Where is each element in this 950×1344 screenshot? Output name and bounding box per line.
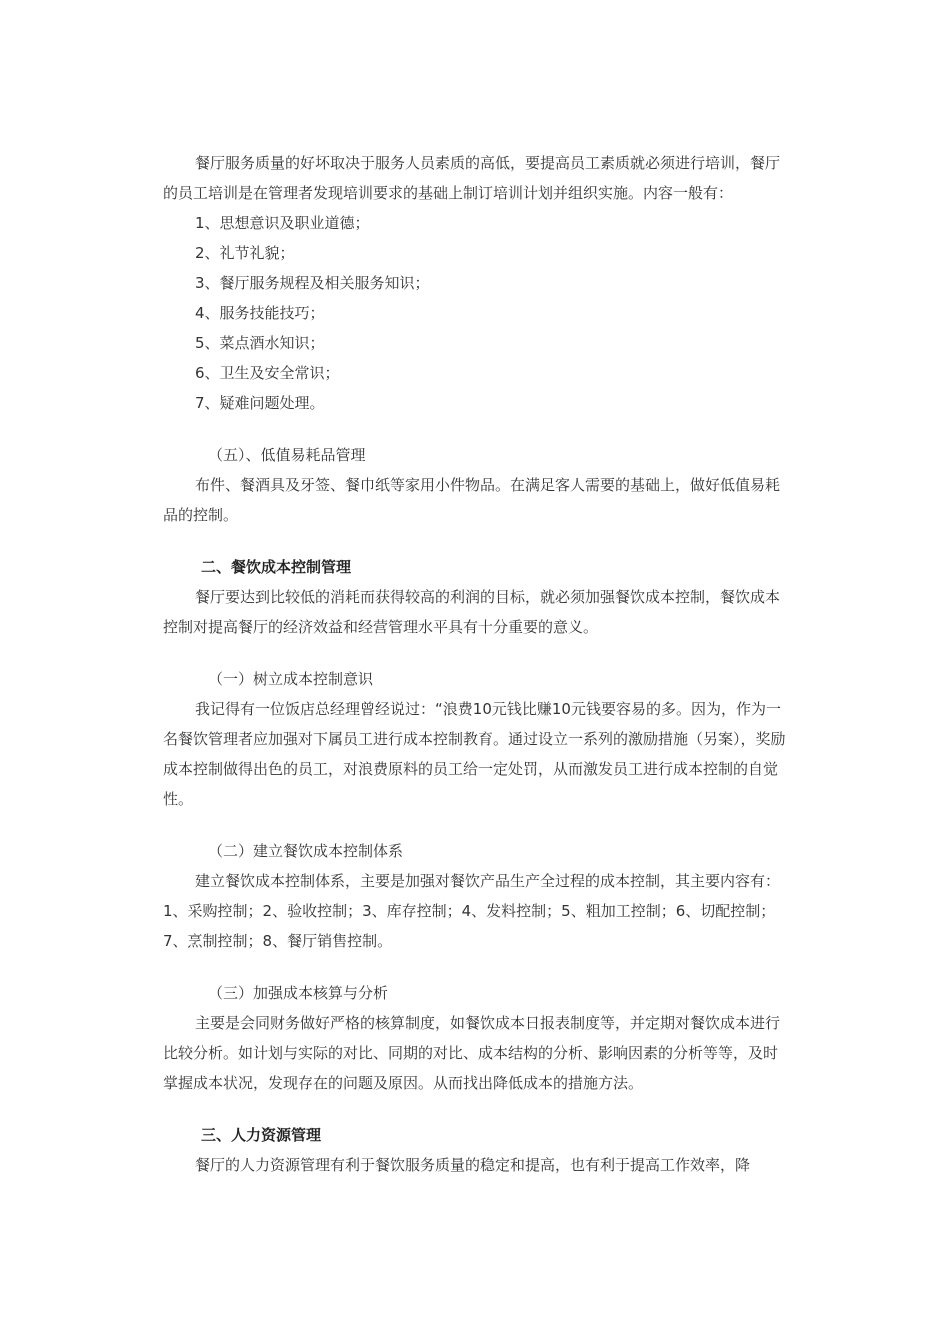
body-cost-analysis: 主要是会同财务做好严格的核算制度，如餐饮成本日报表制度等，并定期对餐饮成本进行比较分析。如计划与实际的对比、同期的对比、成本结构的分析、影响因素的分析等等，及时掌握成本状况，发现存在的问题及原因。从而找出降低成本的措施方法。: [163, 1014, 781, 1092]
subheading-cost-analysis: （三）加强成本核算与分析: [208, 984, 389, 1002]
section-heading-consumables: （五）、低值易耗品管理: [208, 446, 366, 464]
body-cost-control: 餐厅要达到比较低的消耗而获得较高的利润的目标，就必须加强餐饮成本控制，餐饮成本控制对提高餐厅的经济效益和经营管理水平具有十分重要的意义。: [163, 588, 781, 636]
list-item: 1、思想意识及职业道德；: [195, 214, 370, 232]
body-human-resources: 餐厅的人力资源管理有利于餐饮服务质量的稳定和提高，也有利于提高工作效率，降: [195, 1156, 751, 1174]
list-item: 5、菜点酒水知识；: [195, 334, 325, 352]
list-item: 2、礼节礼貌；: [195, 244, 295, 262]
body-cost-system: 建立餐饮成本控制体系，主要是加强对餐饮产品生产全过程的成本控制，其主要内容有：1、采购控制；2、验收控制；3、库存控制；4、发料控制；5、粗加工控制；6、切配控制；7、烹制控制；8、餐厅销售控制。: [163, 872, 781, 950]
intro-paragraph: 餐厅服务质量的好坏取决于服务人员素质的高低，要提高员工素质就必须进行培训，餐厅的员工培训是在管理者发现培训要求的基础上制订培训计划并组织实施。内容一般有：: [163, 154, 781, 202]
list-item: 4、服务技能技巧；: [195, 304, 325, 322]
list-item: 7、疑难问题处理。: [195, 394, 325, 412]
body-cost-awareness: 我记得有一位饭店总经理曾经说过：“浪费10元钱比赚10元钱要容易的多。因为，作为一名餐饮管理者应加强对下属员工进行成本控制教育。通过设立一系列的激励措施（另案），奖励成本控制做得出色的员工，对浪费原料的员工给一定处罚，从而激发员工进行成本控制的自觉性。: [163, 700, 786, 808]
subheading-cost-system: （二）建立餐饮成本控制体系: [208, 842, 404, 860]
subheading-cost-awareness: （一）树立成本控制意识: [208, 670, 374, 688]
list-item: 3、餐厅服务规程及相关服务知识；: [195, 274, 430, 292]
training-list: [163, 208, 787, 418]
section-body-consumables: 布件、餐酒具及牙签、餐巾纸等家用小件物品。在满足客人需要的基础上，做好低值易耗品的控制。: [163, 476, 781, 524]
list-item: 6、卫生及安全常识；: [195, 364, 340, 382]
document-body: [163, 148, 787, 1180]
heading-human-resources: 三、人力资源管理: [201, 1126, 322, 1144]
heading-cost-control: 二、餐饮成本控制管理: [201, 558, 352, 576]
